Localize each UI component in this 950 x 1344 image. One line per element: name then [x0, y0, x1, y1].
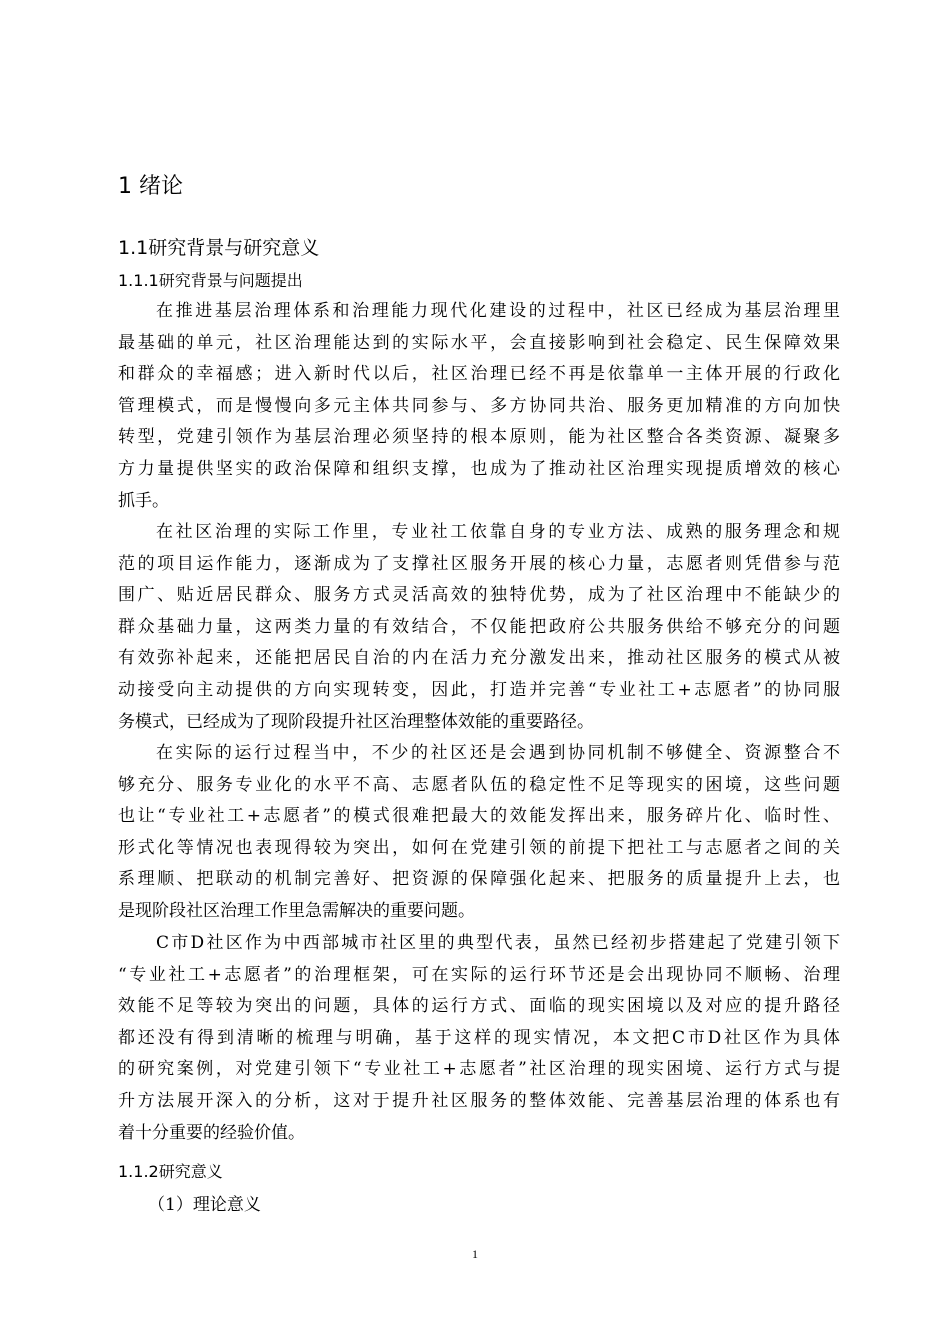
paragraph-line: 是现阶段社区治理工作里急需解决的重要问题。 [118, 900, 475, 921]
paragraph-line: 转型，党建引领作为基层治理必须坚持的根本原则，能为社区整合各类资源、凝聚多 [118, 427, 840, 448]
paragraph-difficulties [118, 738, 840, 928]
section-title: 1.1研究背景与研究意义 [118, 237, 320, 259]
chapter-title: 1 绪论 [118, 174, 183, 199]
paragraph-line: 在社区治理的实际工作里，专业社工依靠自身的专业方法、成熟的服务理念和规 [156, 522, 840, 542]
paragraph-line: 和群众的幸福感；进入新时代以后，社区治理已经不再是依靠单一主体开展的行政化 [118, 364, 840, 385]
subsection-title-background: 1.1.1研究背景与问题提出 [118, 271, 303, 290]
subsection-title-significance: 1.1.2研究意义 [118, 1162, 223, 1181]
paragraph-line: 围广、贴近居民群众、服务方式灵活高效的独特优势，成为了社区治理中不能缺少的 [118, 585, 840, 606]
paragraph-line: 都还没有得到清晰的梳理与明确，基于这样的现实情况，本文把C市D社区作为具体 [118, 1027, 840, 1048]
list-item-theory [118, 1190, 840, 1222]
paragraph-line: 在实际的运行过程当中，不少的社区还是会遇到协同机制不够健全、资源整合不 [156, 743, 840, 763]
paragraph-line: “专业社工+志愿者”的治理框架，可在实际的运行环节还是会出现协同不顺畅、治理 [118, 964, 840, 985]
paragraph-line: C市D社区作为中西部城市社区里的典型代表，虽然已经初步搭建起了党建引领下 [156, 933, 840, 953]
paragraph-case [118, 928, 840, 1149]
paragraph-line: 方力量提供坚实的政治保障和组织支撑，也成为了推动社区治理实现提质增效的核心 [118, 458, 840, 479]
paragraph-line: 最基础的单元，社区治理能达到的实际水平，会直接影响到社会稳定、民生保障效果 [118, 332, 840, 353]
paragraph-line: 够充分、服务专业化的水平不高、志愿者队伍的稳定性不足等现实的困境，这些问题 [118, 774, 840, 795]
paragraph-line: 务模式，已经成为了现阶段提升社区治理整体效能的重要路径。 [118, 711, 594, 732]
list-item-label: （1）理论意义 [148, 1195, 261, 1215]
paragraph-line: 抓手。 [118, 490, 169, 511]
paragraph-line: 管理模式，而是慢慢向多元主体共同参与、多方协同共治、服务更加精准的方向加快 [118, 395, 840, 416]
paragraph-line: 着十分重要的经验价值。 [118, 1122, 305, 1143]
paragraph-background [118, 296, 840, 517]
paragraph-line: 动接受向主动提供的方向实现转变，因此，打造并完善“专业社工+志愿者”的协同服 [118, 679, 840, 700]
paragraph-line: 也让“专业社工+志愿者”的模式很难把最大的效能发挥出来，服务碎片化、临时性、 [118, 806, 840, 827]
paragraph-line: 的研究案例，对党建引领下“专业社工+志愿者”社区治理的现实困境、运行方式与提 [118, 1059, 840, 1080]
paragraph-line: 系理顺、把联动的机制完善好、把资源的保障强化起来、把服务的质量提升上去，也 [118, 869, 840, 890]
paragraph-line: 群众基础力量，这两类力量的有效结合，不仅能把政府公共服务供给不够充分的问题 [118, 616, 840, 637]
paragraph-line: 范的项目运作能力，逐渐成为了支撑社区服务开展的核心力量，志愿者则凭借参与范 [118, 553, 840, 574]
paragraph-line: 形式化等情况也表现得较为突出，如何在党建引领的前提下把社工与志愿者之间的关 [118, 837, 840, 858]
page-number: 1 [472, 1247, 478, 1261]
paragraph-line: 在推进基层治理体系和治理能力现代化建设的过程中，社区已经成为基层治理里 [156, 301, 840, 321]
paragraph-line: 有效弥补起来，还能把居民自治的内在活力充分激发出来，推动社区服务的模式从被 [118, 648, 840, 669]
paragraph-social-work [118, 517, 840, 738]
paragraph-line: 效能不足等较为突出的问题，具体的运行方式、面临的现实困境以及对应的提升路径 [118, 996, 840, 1017]
paragraph-line: 升方法展开深入的分析，这对于提升社区服务的整体效能、完善基层治理的体系也有 [118, 1090, 840, 1111]
